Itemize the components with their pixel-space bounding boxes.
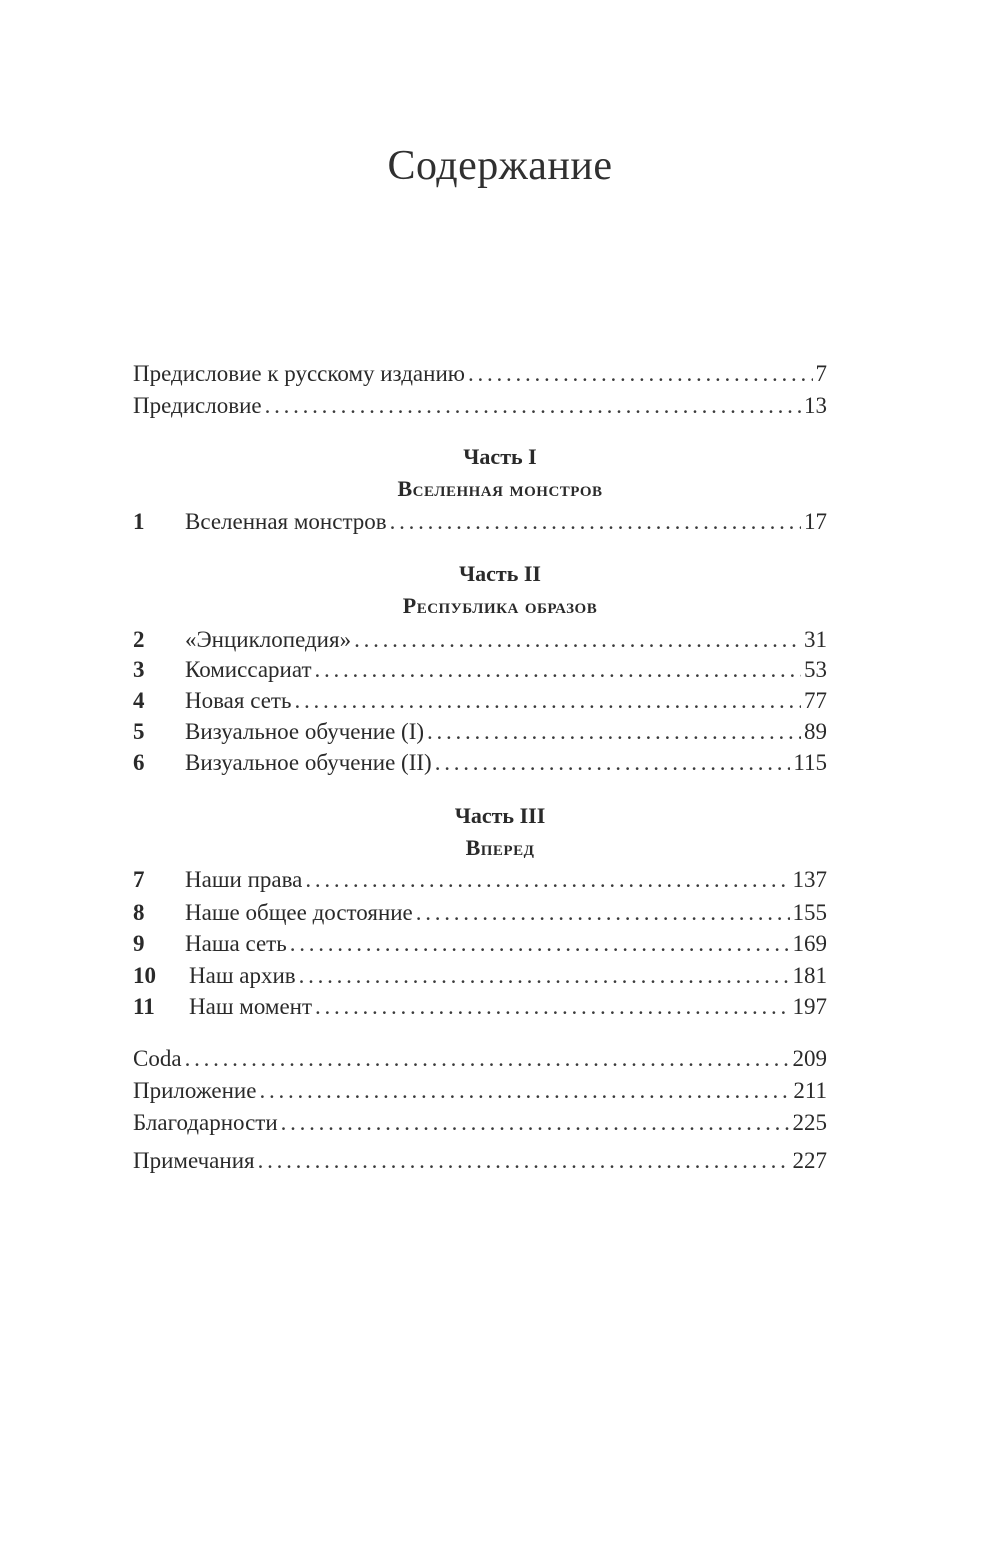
leader-dots [390,506,801,538]
leader-dots [299,960,790,992]
leader-dots [305,864,789,896]
toc-entry-chapter-5[interactable] [133,716,827,748]
chapter-number: 9 [133,931,145,956]
toc-entry-label: Наша сеть [185,931,287,956]
leader-dots [185,1043,790,1075]
page-title: Содержание [387,143,613,189]
chapter-number: 4 [133,688,145,713]
leader-dots [259,1075,790,1107]
toc-entry-chapter-10[interactable] [133,960,827,992]
chapter-number: 3 [133,657,145,682]
toc-entry-chapter-1[interactable] [133,506,827,538]
chapter-number: 5 [133,719,145,744]
toc-entry-page: 7 [815,361,827,386]
chapter-number: 6 [133,750,145,775]
leader-dots [315,991,789,1023]
leader-dots [427,716,801,748]
toc-entry-chapter-7[interactable] [133,864,827,896]
leader-dots [354,624,801,656]
toc-entry-label: Благодарности [133,1110,278,1135]
part-subtitle: Вперед [465,835,535,860]
toc-entry-label: Наш архив [189,963,296,988]
toc-entry-acknowledgements[interactable] [133,1107,827,1139]
leader-dots [416,897,790,929]
leader-dots [435,747,791,779]
leader-dots [281,1107,790,1139]
toc-entry-page: 169 [792,931,827,956]
toc-entry-page: 17 [804,509,827,534]
toc-entry-chapter-6[interactable] [133,747,827,779]
toc-entry-label: Coda [133,1046,182,1071]
toc-entry-page: 13 [804,393,827,418]
toc-entry-chapter-8[interactable] [133,897,827,929]
toc-entry-preface[interactable] [133,390,827,422]
toc-entry-label: Визуальное обучение (I) [185,719,425,744]
toc-entry-chapter-9[interactable] [133,928,827,960]
leader-dots [290,928,790,960]
part-heading: Часть II [459,561,541,586]
chapter-number: 10 [133,963,156,988]
toc-entry-page: 155 [792,900,827,925]
chapter-number: 2 [133,627,145,652]
toc-entry-label: Предисловие [133,393,262,418]
leader-dots [468,358,813,390]
toc-entry-preface-russian[interactable] [133,358,827,390]
part-heading: Часть I [463,444,537,469]
toc-entry-chapter-3[interactable] [133,654,827,686]
toc-entry-label: Предисловие к русскому изданию [133,361,465,386]
part-heading: Часть III [454,803,546,828]
toc-entry-chapter-2[interactable] [133,624,827,656]
toc-entry-notes[interactable] [133,1145,827,1177]
toc-entry-label: Примечания [133,1148,255,1173]
toc-entry-page: 181 [792,963,827,988]
part-subtitle: Республика образов [402,593,598,618]
toc-entry-label: Приложение [133,1078,257,1103]
leader-dots [258,1145,790,1177]
toc-entry-page: 77 [804,688,827,713]
toc-entry-chapter-4[interactable] [133,685,827,717]
leader-dots [315,654,802,686]
toc-entry-label: Визуальное обучение (II) [185,750,432,775]
part-subtitle: Вселенная монстров [397,476,603,501]
toc-entry-page: 53 [804,657,827,682]
toc-entry-chapter-11[interactable] [133,991,827,1023]
toc-entry-label: Комиссариат [185,657,312,682]
toc-entry-label: Наше общее достояние [185,900,413,925]
chapter-number: 11 [133,994,155,1019]
toc-entry-page: 137 [792,867,827,892]
toc-entry-page: 197 [792,994,827,1019]
toc-entry-coda[interactable] [133,1043,827,1075]
chapter-number: 8 [133,900,145,925]
toc-entry-label: Вселенная монстров [185,509,387,534]
leader-dots [294,685,801,717]
chapter-number: 1 [133,509,145,534]
leader-dots [265,390,801,422]
toc-entry-page: 225 [792,1110,827,1135]
toc-entry-label: «Энциклопедия» [185,627,352,652]
toc-entry-page: 31 [804,627,827,652]
toc-entry-page: 211 [793,1078,827,1103]
toc-entry-label: Наши права [185,867,303,892]
toc-entry-page: 89 [804,719,827,744]
toc-entry-label: Наш момент [189,994,313,1019]
chapter-number: 7 [133,867,145,892]
toc-entry-page: 227 [792,1148,827,1173]
toc-entry-page: 209 [792,1046,827,1071]
toc-entry-appendix[interactable] [133,1075,827,1107]
toc-entry-page: 115 [793,750,827,775]
toc-entry-label: Новая сеть [185,688,292,713]
